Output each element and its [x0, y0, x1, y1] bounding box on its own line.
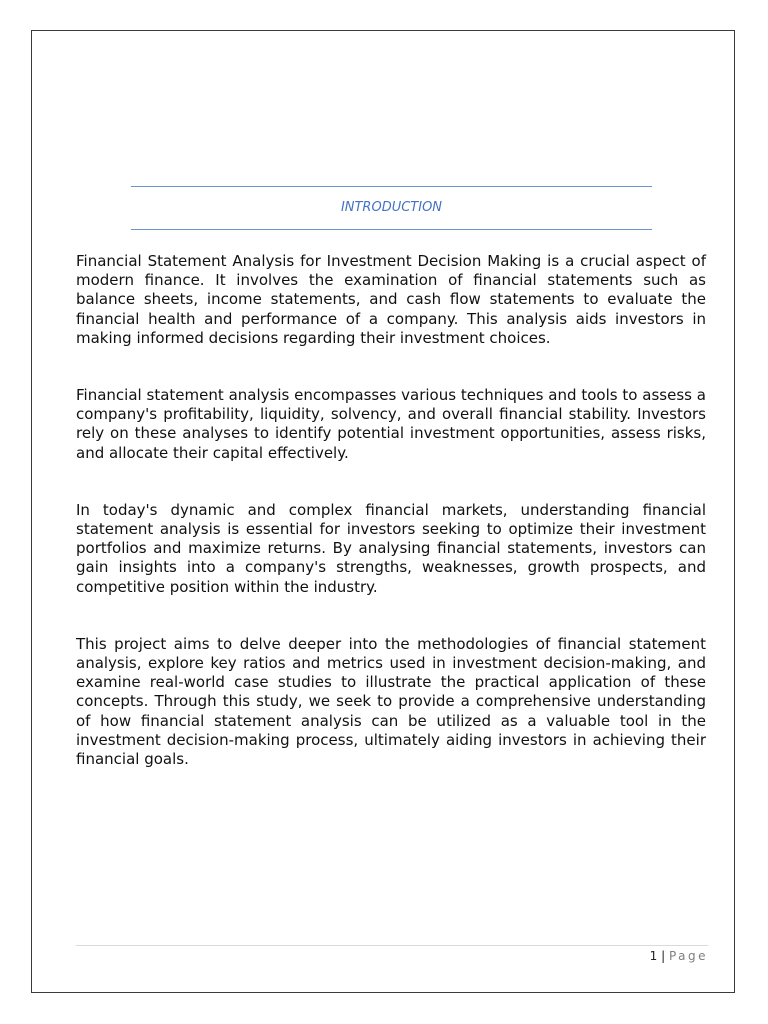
heading-top-rule — [131, 186, 652, 187]
heading-bottom-rule — [131, 229, 652, 230]
page-label: Page — [668, 949, 708, 963]
paragraph-4: This project aims to delve deeper into the methodologies of financial statement analysis, explore key ratios and metrics used in investment decision-making, and examine real-world case studies to illustrate the practical application of these concepts. Through this study, we seek to provide a comprehensive understanding of how financial statement analysis can be utilized as a valuable tool in the investment decision-making process, ultimately aiding investors in achieving their financial goals. — [76, 634, 706, 769]
paragraph-3: In today's dynamic and complex financial markets, understanding financial statement analysis is essential for investors seeking to optimize their investment portfolios and maximize returns. By analysing financial statements, investors can gain insights into a company's strengths, weaknesses, growth prospects, and competitive position within the industry. — [76, 500, 706, 596]
page-number: 1 — [649, 949, 658, 963]
section-heading: INTRODUCTION — [340, 200, 443, 215]
paragraph-2: Financial statement analysis encompasses various techniques and tools to assess a company's profitability, liquidity, solvency, and overall financial stability. Investors rely on these analyses to identify potential investment opportunities, assess risks, and allocate their capital effectively. — [76, 386, 706, 462]
footer-separator: | — [661, 949, 666, 963]
body-text — [76, 252, 706, 807]
footer-rule — [76, 945, 708, 946]
paragraph-1: Financial Statement Analysis for Investment Decision Making is a crucial aspect of modern finance. It involves the examination of financial statements such as balance sheets, income statements, and cash flow statements to evaluate the financial health and performance of a company. This analysis aids investors in making informed decisions regarding their investment choices. — [76, 252, 706, 347]
page-footer — [650, 948, 708, 964]
